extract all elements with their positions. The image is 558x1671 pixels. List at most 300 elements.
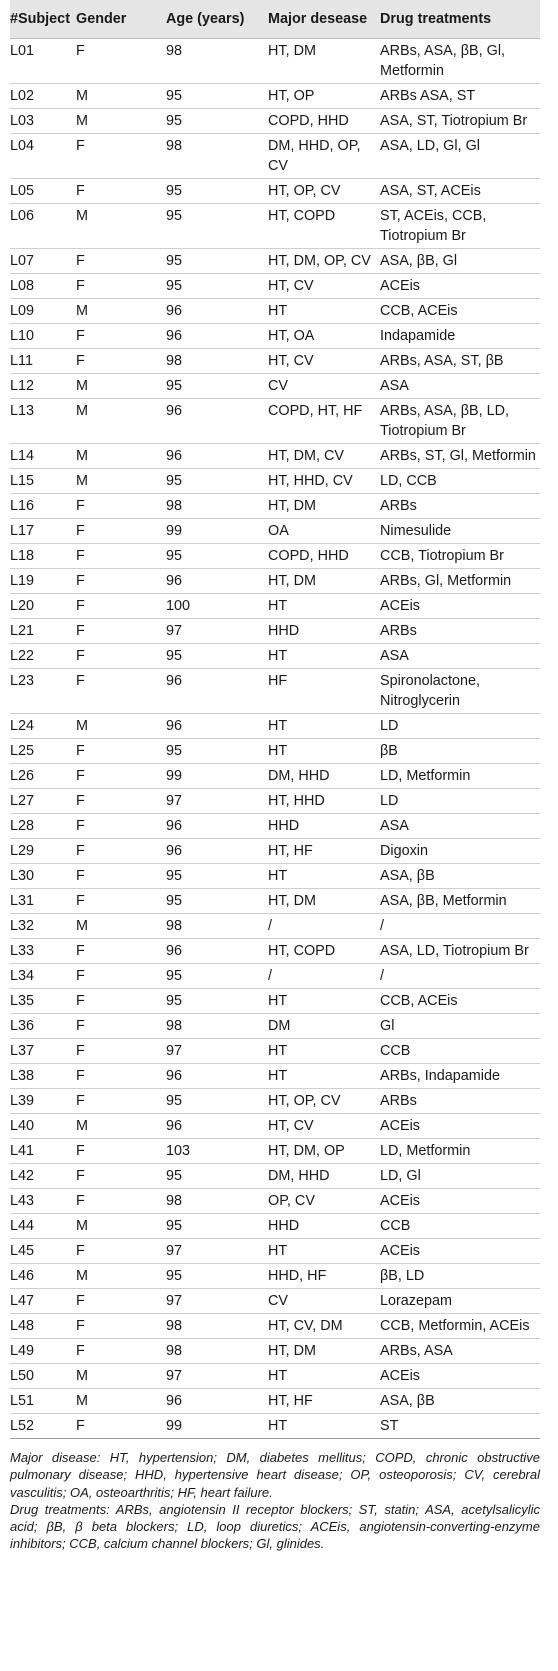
table-row xyxy=(10,1364,540,1389)
cell-subject: L22 xyxy=(10,644,76,669)
cell-age: 95 xyxy=(166,889,268,914)
cell-gender: F xyxy=(76,864,166,889)
cell-age: 96 xyxy=(166,839,268,864)
cell-major-disease: HT, HHD, CV xyxy=(268,469,380,494)
cell-drug-treatments: / xyxy=(380,964,540,989)
cell-major-disease: CV xyxy=(268,1289,380,1314)
cell-gender: F xyxy=(76,1314,166,1339)
cell-subject: L34 xyxy=(10,964,76,989)
cell-drug-treatments: CCB xyxy=(380,1039,540,1064)
cell-gender: M xyxy=(76,399,166,444)
cell-major-disease: HHD xyxy=(268,814,380,839)
cell-drug-treatments: ACEis xyxy=(380,594,540,619)
cell-drug-treatments: LD, Gl xyxy=(380,1164,540,1189)
cell-gender: F xyxy=(76,1014,166,1039)
cell-age: 96 xyxy=(166,569,268,594)
cell-subject: L47 xyxy=(10,1289,76,1314)
table-row xyxy=(10,1164,540,1189)
table-row xyxy=(10,1089,540,1114)
cell-drug-treatments: ASA, ST, Tiotropium Br xyxy=(380,109,540,134)
cell-gender: M xyxy=(76,469,166,494)
cell-major-disease: CV xyxy=(268,374,380,399)
table-row xyxy=(10,324,540,349)
cell-age: 96 xyxy=(166,399,268,444)
table-row xyxy=(10,1339,540,1364)
cell-major-disease: HT xyxy=(268,714,380,739)
cell-drug-treatments: ACEis xyxy=(380,1114,540,1139)
cell-gender: F xyxy=(76,249,166,274)
cell-drug-treatments: LD, Metformin xyxy=(380,1139,540,1164)
cell-gender: F xyxy=(76,1414,166,1439)
table-row xyxy=(10,669,540,714)
cell-drug-treatments: ARBs, ASA, βB, LD, Tiotropium Br xyxy=(380,399,540,444)
table-row xyxy=(10,1139,540,1164)
cell-major-disease: HT xyxy=(268,1064,380,1089)
cell-major-disease: HT xyxy=(268,1239,380,1264)
table-row xyxy=(10,274,540,299)
table-row xyxy=(10,1289,540,1314)
cell-subject: L33 xyxy=(10,939,76,964)
cell-major-disease: COPD, HHD xyxy=(268,544,380,569)
cell-gender: M xyxy=(76,1364,166,1389)
cell-major-disease: HT xyxy=(268,1414,380,1439)
cell-subject: L52 xyxy=(10,1414,76,1439)
cell-gender: M xyxy=(76,1114,166,1139)
cell-gender: F xyxy=(76,889,166,914)
cell-age: 97 xyxy=(166,1039,268,1064)
cell-age: 95 xyxy=(166,644,268,669)
cell-gender: M xyxy=(76,1389,166,1414)
cell-drug-treatments: ARBs, ASA, ST, βB xyxy=(380,349,540,374)
cell-major-disease: HT, CV xyxy=(268,274,380,299)
cell-major-disease: HT, CV xyxy=(268,1114,380,1139)
cell-major-disease: HT xyxy=(268,864,380,889)
cell-subject: L17 xyxy=(10,519,76,544)
table-row xyxy=(10,1314,540,1339)
cell-drug-treatments: ACEis xyxy=(380,1189,540,1214)
cell-subject: L05 xyxy=(10,179,76,204)
cell-subject: L13 xyxy=(10,399,76,444)
table-row xyxy=(10,864,540,889)
cell-age: 97 xyxy=(166,789,268,814)
cell-age: 99 xyxy=(166,519,268,544)
cell-subject: L15 xyxy=(10,469,76,494)
cell-major-disease: HT, DM xyxy=(268,889,380,914)
table-row xyxy=(10,989,540,1014)
cell-drug-treatments: βB, LD xyxy=(380,1264,540,1289)
cell-age: 96 xyxy=(166,714,268,739)
table-footnotes xyxy=(10,1449,540,1553)
table-row xyxy=(10,914,540,939)
cell-subject: L18 xyxy=(10,544,76,569)
table-row xyxy=(10,764,540,789)
table-row xyxy=(10,204,540,249)
cell-gender: F xyxy=(76,669,166,714)
cell-gender: F xyxy=(76,1039,166,1064)
document-page xyxy=(10,0,540,1553)
cell-subject: L48 xyxy=(10,1314,76,1339)
table-row xyxy=(10,1214,540,1239)
cell-drug-treatments: LD xyxy=(380,789,540,814)
cell-drug-treatments: ASA, βB, Gl xyxy=(380,249,540,274)
cell-major-disease: DM, HHD xyxy=(268,764,380,789)
header-drug-treatments: Drug treatments xyxy=(380,0,540,39)
table-row xyxy=(10,789,540,814)
cell-drug-treatments: ARBs, ASA, βB, Gl, Metformin xyxy=(380,39,540,84)
cell-age: 100 xyxy=(166,594,268,619)
cell-subject: L09 xyxy=(10,299,76,324)
table-row xyxy=(10,374,540,399)
cell-gender: F xyxy=(76,644,166,669)
cell-drug-treatments: ARBs, Indapamide xyxy=(380,1064,540,1089)
cell-drug-treatments: Indapamide xyxy=(380,324,540,349)
cell-drug-treatments: ARBs, Gl, Metformin xyxy=(380,569,540,594)
cell-major-disease: OA xyxy=(268,519,380,544)
cell-subject: L12 xyxy=(10,374,76,399)
cell-gender: F xyxy=(76,134,166,179)
cell-major-disease: HHD xyxy=(268,1214,380,1239)
table-row xyxy=(10,1264,540,1289)
cell-drug-treatments: ASA, βB xyxy=(380,864,540,889)
table-row xyxy=(10,469,540,494)
table-body xyxy=(10,39,540,1439)
cell-major-disease: HF xyxy=(268,669,380,714)
cell-major-disease: HT xyxy=(268,644,380,669)
cell-major-disease: HT, COPD xyxy=(268,204,380,249)
table-row xyxy=(10,1014,540,1039)
cell-subject: L36 xyxy=(10,1014,76,1039)
cell-age: 96 xyxy=(166,299,268,324)
cell-major-disease: HT xyxy=(268,1364,380,1389)
cell-subject: L41 xyxy=(10,1139,76,1164)
cell-major-disease: HT, OP, CV xyxy=(268,1089,380,1114)
cell-drug-treatments: CCB, Metformin, ACEis xyxy=(380,1314,540,1339)
cell-age: 97 xyxy=(166,1364,268,1389)
cell-drug-treatments: CCB, Tiotropium Br xyxy=(380,544,540,569)
cell-age: 96 xyxy=(166,1064,268,1089)
cell-subject: L37 xyxy=(10,1039,76,1064)
cell-major-disease: HT, HF xyxy=(268,839,380,864)
table-row xyxy=(10,84,540,109)
cell-major-disease: HT, DM xyxy=(268,494,380,519)
cell-age: 95 xyxy=(166,469,268,494)
cell-age: 98 xyxy=(166,494,268,519)
table-header xyxy=(10,0,540,39)
cell-gender: F xyxy=(76,1189,166,1214)
cell-major-disease: HT, HF xyxy=(268,1389,380,1414)
cell-drug-treatments: ARBs xyxy=(380,494,540,519)
subjects-table xyxy=(10,0,540,1439)
table-row xyxy=(10,249,540,274)
cell-major-disease: HT, OP, CV xyxy=(268,179,380,204)
cell-subject: L50 xyxy=(10,1364,76,1389)
cell-gender: F xyxy=(76,1064,166,1089)
cell-drug-treatments: ASA, LD, Tiotropium Br xyxy=(380,939,540,964)
cell-drug-treatments: ARBs, ASA xyxy=(380,1339,540,1364)
cell-subject: L27 xyxy=(10,789,76,814)
table-row xyxy=(10,299,540,324)
cell-subject: L45 xyxy=(10,1239,76,1264)
cell-age: 98 xyxy=(166,1014,268,1039)
table-row xyxy=(10,1064,540,1089)
cell-gender: M xyxy=(76,374,166,399)
cell-drug-treatments: ARBs ASA, ST xyxy=(380,84,540,109)
cell-age: 97 xyxy=(166,1239,268,1264)
cell-subject: L51 xyxy=(10,1389,76,1414)
cell-major-disease: HT, OA xyxy=(268,324,380,349)
cell-age: 96 xyxy=(166,939,268,964)
cell-major-disease: HHD xyxy=(268,619,380,644)
cell-age: 96 xyxy=(166,669,268,714)
cell-gender: F xyxy=(76,839,166,864)
header-gender: Gender xyxy=(76,0,166,39)
table-row xyxy=(10,839,540,864)
cell-age: 95 xyxy=(166,1164,268,1189)
table-row xyxy=(10,544,540,569)
header-major-disease: Major desease xyxy=(268,0,380,39)
cell-gender: M xyxy=(76,1264,166,1289)
table-row xyxy=(10,964,540,989)
table-row xyxy=(10,594,540,619)
cell-age: 98 xyxy=(166,914,268,939)
cell-drug-treatments: LD, CCB xyxy=(380,469,540,494)
cell-drug-treatments: Nimesulide xyxy=(380,519,540,544)
cell-subject: L46 xyxy=(10,1264,76,1289)
header-subject: #Subject xyxy=(10,0,76,39)
cell-subject: L31 xyxy=(10,889,76,914)
cell-major-disease: COPD, HT, HF xyxy=(268,399,380,444)
cell-age: 95 xyxy=(166,864,268,889)
cell-subject: L14 xyxy=(10,444,76,469)
cell-age: 96 xyxy=(166,1389,268,1414)
cell-age: 96 xyxy=(166,324,268,349)
cell-subject: L08 xyxy=(10,274,76,299)
cell-subject: L03 xyxy=(10,109,76,134)
cell-subject: L02 xyxy=(10,84,76,109)
cell-gender: M xyxy=(76,714,166,739)
cell-major-disease: DM xyxy=(268,1014,380,1039)
cell-age: 95 xyxy=(166,274,268,299)
cell-age: 95 xyxy=(166,964,268,989)
cell-subject: L20 xyxy=(10,594,76,619)
cell-major-disease: / xyxy=(268,964,380,989)
cell-major-disease: HT, CV xyxy=(268,349,380,374)
cell-drug-treatments: ASA xyxy=(380,814,540,839)
table-row xyxy=(10,1239,540,1264)
table-row xyxy=(10,814,540,839)
cell-subject: L30 xyxy=(10,864,76,889)
cell-gender: M xyxy=(76,204,166,249)
cell-major-disease: HT, COPD xyxy=(268,939,380,964)
cell-age: 95 xyxy=(166,739,268,764)
cell-gender: F xyxy=(76,349,166,374)
cell-age: 96 xyxy=(166,444,268,469)
table-row xyxy=(10,399,540,444)
cell-age: 98 xyxy=(166,134,268,179)
cell-drug-treatments: ARBs xyxy=(380,619,540,644)
cell-drug-treatments: ACEis xyxy=(380,1239,540,1264)
cell-drug-treatments: Digoxin xyxy=(380,839,540,864)
cell-gender: F xyxy=(76,274,166,299)
cell-age: 95 xyxy=(166,989,268,1014)
cell-subject: L26 xyxy=(10,764,76,789)
cell-subject: L07 xyxy=(10,249,76,274)
cell-major-disease: HT xyxy=(268,594,380,619)
cell-subject: L32 xyxy=(10,914,76,939)
cell-age: 95 xyxy=(166,179,268,204)
table-row xyxy=(10,134,540,179)
cell-gender: M xyxy=(76,444,166,469)
cell-drug-treatments: βB xyxy=(380,739,540,764)
cell-major-disease: HT xyxy=(268,1039,380,1064)
cell-drug-treatments: LD xyxy=(380,714,540,739)
cell-age: 95 xyxy=(166,1089,268,1114)
cell-subject: L21 xyxy=(10,619,76,644)
cell-major-disease: HT xyxy=(268,989,380,1014)
cell-subject: L04 xyxy=(10,134,76,179)
cell-drug-treatments: ASA, LD, Gl, Gl xyxy=(380,134,540,179)
cell-drug-treatments: ST xyxy=(380,1414,540,1439)
cell-drug-treatments: ASA, βB, Metformin xyxy=(380,889,540,914)
cell-major-disease: DM, HHD xyxy=(268,1164,380,1189)
cell-gender: F xyxy=(76,939,166,964)
cell-major-disease: HT, DM xyxy=(268,569,380,594)
cell-drug-treatments: ASA xyxy=(380,644,540,669)
cell-gender: F xyxy=(76,594,166,619)
cell-subject: L38 xyxy=(10,1064,76,1089)
cell-age: 95 xyxy=(166,374,268,399)
cell-gender: M xyxy=(76,84,166,109)
cell-major-disease: HT, DM xyxy=(268,1339,380,1364)
cell-gender: F xyxy=(76,324,166,349)
cell-subject: L25 xyxy=(10,739,76,764)
table-row xyxy=(10,569,540,594)
table-row xyxy=(10,714,540,739)
cell-subject: L42 xyxy=(10,1164,76,1189)
cell-subject: L39 xyxy=(10,1089,76,1114)
footnote-drugs: Drug treatments: ARBs, angiotensin II receptor blockers; ST, statin; ASA, acetylsalicylic acid; βB, β beta blockers; LD, loop diuretics; ACEis, angiotensin-converting-enzyme inhibitors; CCB, calcium channel blockers; Gl, glinides. xyxy=(10,1501,540,1552)
cell-subject: L40 xyxy=(10,1114,76,1139)
cell-subject: L01 xyxy=(10,39,76,84)
cell-subject: L35 xyxy=(10,989,76,1014)
cell-age: 98 xyxy=(166,1314,268,1339)
cell-age: 96 xyxy=(166,814,268,839)
cell-gender: F xyxy=(76,1289,166,1314)
cell-subject: L06 xyxy=(10,204,76,249)
table-row xyxy=(10,619,540,644)
cell-gender: M xyxy=(76,914,166,939)
table-row xyxy=(10,739,540,764)
cell-major-disease: HT, DM xyxy=(268,39,380,84)
cell-drug-treatments: ST, ACEis, CCB, Tiotropium Br xyxy=(380,204,540,249)
table-row xyxy=(10,519,540,544)
cell-drug-treatments: ACEis xyxy=(380,274,540,299)
cell-subject: L11 xyxy=(10,349,76,374)
table-row xyxy=(10,1114,540,1139)
cell-gender: F xyxy=(76,1339,166,1364)
cell-drug-treatments: ASA, ST, ACEis xyxy=(380,179,540,204)
cell-age: 95 xyxy=(166,544,268,569)
table-row xyxy=(10,644,540,669)
cell-gender: F xyxy=(76,1139,166,1164)
cell-gender: F xyxy=(76,544,166,569)
cell-drug-treatments: ASA xyxy=(380,374,540,399)
cell-age: 103 xyxy=(166,1139,268,1164)
cell-gender: F xyxy=(76,989,166,1014)
cell-subject: L24 xyxy=(10,714,76,739)
cell-drug-treatments: CCB, ACEis xyxy=(380,299,540,324)
cell-drug-treatments: Lorazepam xyxy=(380,1289,540,1314)
cell-major-disease: HT xyxy=(268,739,380,764)
cell-age: 98 xyxy=(166,39,268,84)
table-row xyxy=(10,889,540,914)
cell-drug-treatments: LD, Metformin xyxy=(380,764,540,789)
cell-age: 99 xyxy=(166,1414,268,1439)
cell-subject: L23 xyxy=(10,669,76,714)
cell-drug-treatments: Spironolactone, Nitroglycerin xyxy=(380,669,540,714)
cell-age: 98 xyxy=(166,1339,268,1364)
cell-drug-treatments: / xyxy=(380,914,540,939)
cell-major-disease: HT, DM, CV xyxy=(268,444,380,469)
table-row xyxy=(10,349,540,374)
table-row xyxy=(10,39,540,84)
cell-drug-treatments: ARBs xyxy=(380,1089,540,1114)
table-row xyxy=(10,1389,540,1414)
cell-gender: F xyxy=(76,1239,166,1264)
cell-gender: F xyxy=(76,569,166,594)
cell-gender: F xyxy=(76,764,166,789)
table-row xyxy=(10,939,540,964)
cell-major-disease: HT, CV, DM xyxy=(268,1314,380,1339)
cell-gender: M xyxy=(76,1214,166,1239)
cell-age: 95 xyxy=(166,1264,268,1289)
cell-gender: F xyxy=(76,1164,166,1189)
cell-major-disease: COPD, HHD xyxy=(268,109,380,134)
cell-subject: L29 xyxy=(10,839,76,864)
footnote-disease: Major disease: HT, hypertension; DM, diabetes mellitus; COPD, chronic obstructive pulmonary disease; HHD, hypertensive heart disease; OP, osteoporosis; CV, cerebral vasculitis; OA, osteoarthritis; HF, heart failure. xyxy=(10,1450,540,1500)
header-row xyxy=(10,0,540,39)
header-age: Age (years) xyxy=(166,0,268,39)
table-row xyxy=(10,1189,540,1214)
cell-age: 97 xyxy=(166,619,268,644)
cell-gender: F xyxy=(76,619,166,644)
cell-major-disease: HT, HHD xyxy=(268,789,380,814)
cell-age: 95 xyxy=(166,109,268,134)
cell-gender: F xyxy=(76,814,166,839)
cell-major-disease: HT, DM, OP, CV xyxy=(268,249,380,274)
table-row xyxy=(10,494,540,519)
cell-subject: L19 xyxy=(10,569,76,594)
cell-gender: F xyxy=(76,494,166,519)
cell-gender: F xyxy=(76,789,166,814)
cell-gender: F xyxy=(76,39,166,84)
table-row xyxy=(10,1414,540,1439)
cell-age: 95 xyxy=(166,249,268,274)
cell-major-disease: HT, OP xyxy=(268,84,380,109)
cell-gender: F xyxy=(76,964,166,989)
cell-gender: M xyxy=(76,109,166,134)
cell-gender: F xyxy=(76,1089,166,1114)
cell-major-disease: HT xyxy=(268,299,380,324)
cell-drug-treatments: Gl xyxy=(380,1014,540,1039)
cell-major-disease: HT, DM, OP xyxy=(268,1139,380,1164)
cell-drug-treatments: CCB xyxy=(380,1214,540,1239)
table-row xyxy=(10,444,540,469)
cell-drug-treatments: ARBs, ST, Gl, Metformin xyxy=(380,444,540,469)
cell-age: 98 xyxy=(166,1189,268,1214)
cell-subject: L43 xyxy=(10,1189,76,1214)
table-row xyxy=(10,109,540,134)
